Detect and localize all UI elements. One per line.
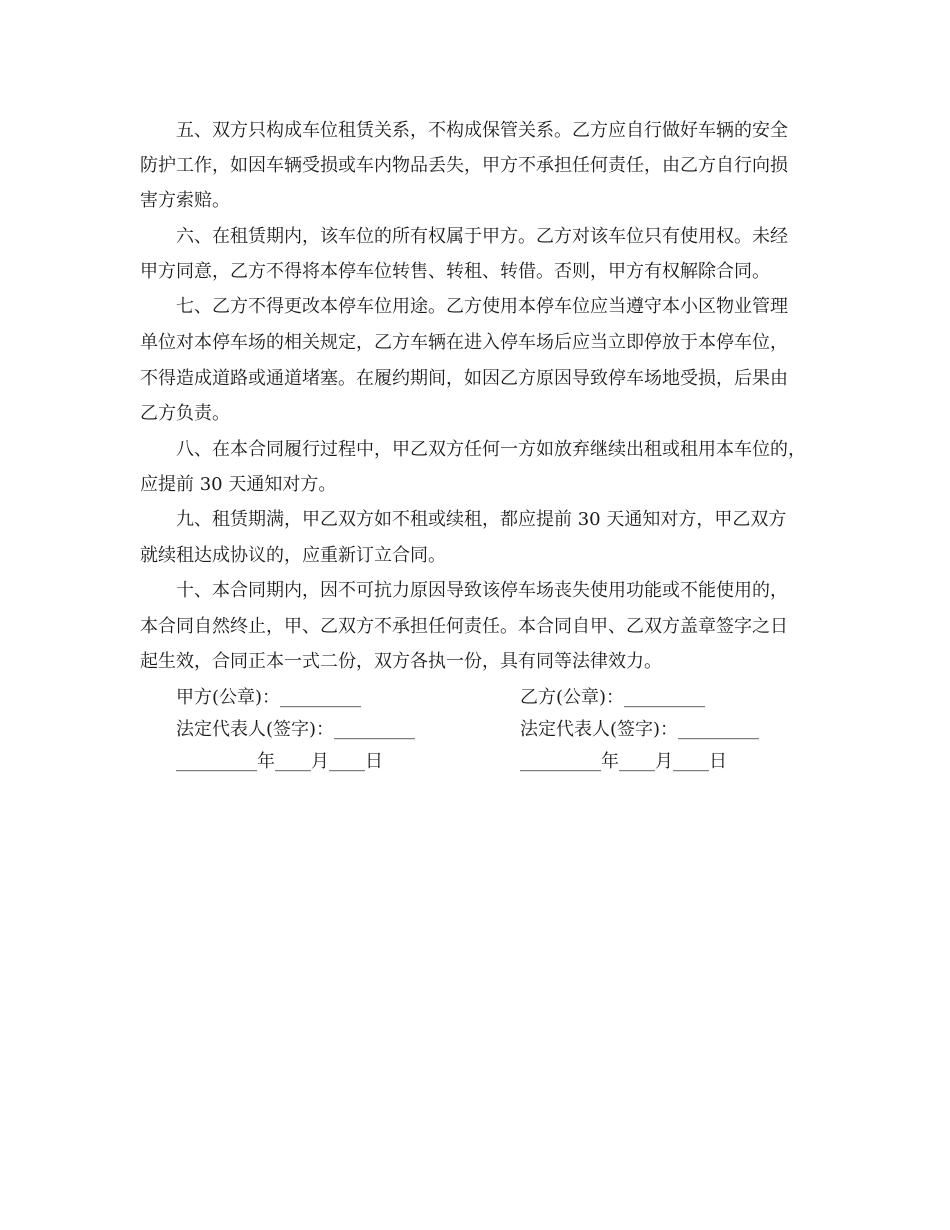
party-b-representative-field: 法定代表人(签字)：_________: [520, 719, 760, 740]
clause-7-line-4: 乙方负责。: [140, 403, 230, 424]
clause-7-line-1: 七、乙方不得更改本停车位用途。乙方使用本停车位应当遵守本小区物业管理: [176, 296, 788, 317]
clause-10-line-1: 十、本合同期内，因不可抗力原因导致该停车场丧失使用功能或不能使用的，: [176, 580, 788, 601]
clause-9-line-1: 九、租赁期满，甲乙双方如不租或续租，都应提前 30 天通知对方，甲乙双方: [176, 509, 787, 530]
clause-5-line-3: 害方索赔。: [140, 190, 230, 211]
clause-8-line-1: 八、在本合同履行过程中，甲乙双方任何一方如放弃继续出租或租用本车位的，: [176, 439, 806, 460]
clause-9-line-2: 就续租达成协议的，应重新订立合同。: [140, 545, 446, 566]
party-b-seal-field: 乙方(公章)：_________: [520, 687, 706, 708]
clause-8-line-2: 应提前 30 天通知对方。: [140, 474, 337, 495]
clause-5-line-1: 五、双方只构成车位租赁关系，不构成保管关系。乙方应自行做好车辆的安全: [176, 120, 788, 141]
party-a-seal-field: 甲方(公章)：_________: [176, 687, 362, 708]
clause-7-line-3: 不得造成道路或通道堵塞。在履约期间，如因乙方原因导致停车场地受损，后果由: [140, 368, 788, 389]
clause-6-line-2: 甲方同意，乙方不得将本停车位转售、转租、转借。否则，甲方有权解除合同。: [140, 261, 770, 282]
clause-5-line-2: 防护工作，如因车辆受损或车内物品丢失，甲方不承担任何责任，由乙方自行向损: [140, 155, 788, 176]
clause-7-line-2: 单位对本停车场的相关规定，乙方车辆在进入停车场后应当立即停放于本停车位，: [140, 332, 788, 353]
clause-6-line-1: 六、在租赁期内，该车位的所有权属于甲方。乙方对该车位只有使用权。未经: [176, 226, 788, 247]
clause-10-line-2: 本合同自然终止，甲、乙双方不承担任何责任。本合同自甲、乙双方盖章签字之日: [140, 616, 788, 637]
party-a-date-field: _________年____月____日: [176, 751, 383, 772]
party-b-date-field: _________年____月____日: [520, 751, 727, 772]
clause-10-line-3: 起生效，合同正本一式二份，双方各执一份，具有同等法律效力。: [140, 651, 662, 672]
party-a-representative-field: 法定代表人(签字)：_________: [176, 719, 416, 740]
